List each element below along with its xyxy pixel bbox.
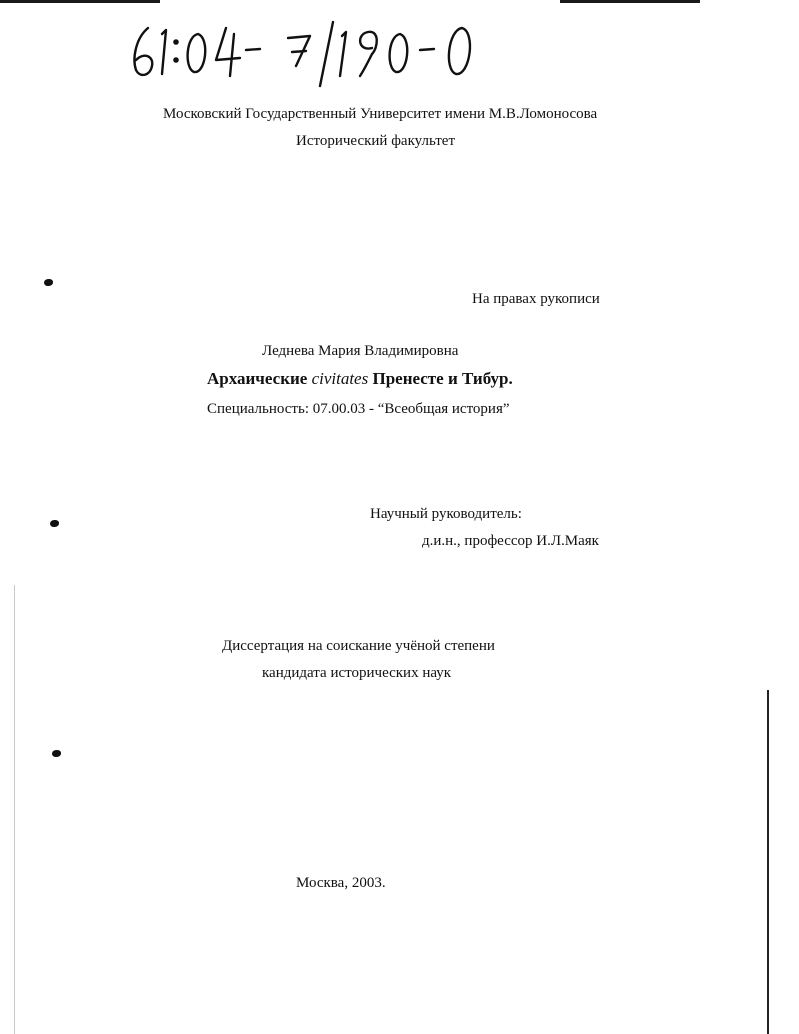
specialty: Специальность: 07.00.03 - “Всеобщая история” bbox=[207, 401, 510, 417]
punch-hole-mark bbox=[50, 520, 59, 527]
punch-hole-mark bbox=[52, 750, 61, 757]
handwritten-registration-number bbox=[128, 18, 488, 88]
title-part-2: civitates bbox=[311, 369, 369, 388]
supervisor-label: Научный руководитель: bbox=[370, 506, 522, 522]
manuscript-rights: На правах рукописи bbox=[472, 291, 600, 307]
scan-edge-line-right bbox=[767, 690, 769, 1034]
degree-line-2: кандидата исторических наук bbox=[262, 665, 452, 681]
scan-edge-top-left bbox=[0, 0, 160, 3]
faculty-name: Исторический факультет bbox=[296, 133, 456, 149]
place-and-year: Москва, 2003. bbox=[296, 875, 386, 891]
dissertation-title bbox=[207, 370, 513, 388]
author-name: Леднева Мария Владимировна bbox=[262, 343, 459, 359]
degree-line-1: Диссертация на соискание учёной степени bbox=[222, 638, 495, 654]
university-name: Московский Государственный Университет имени М.В.Ломоносова bbox=[163, 106, 598, 122]
supervisor-name: д.и.н., профессор И.Л.Маяк bbox=[422, 533, 599, 549]
title-part-1: Архаические bbox=[207, 369, 308, 388]
punch-hole-mark bbox=[44, 279, 53, 286]
title-part-3: Пренесте и Тибур. bbox=[372, 369, 513, 388]
scan-edge-line-left bbox=[14, 585, 15, 1034]
scan-edge-top-right bbox=[560, 0, 700, 3]
